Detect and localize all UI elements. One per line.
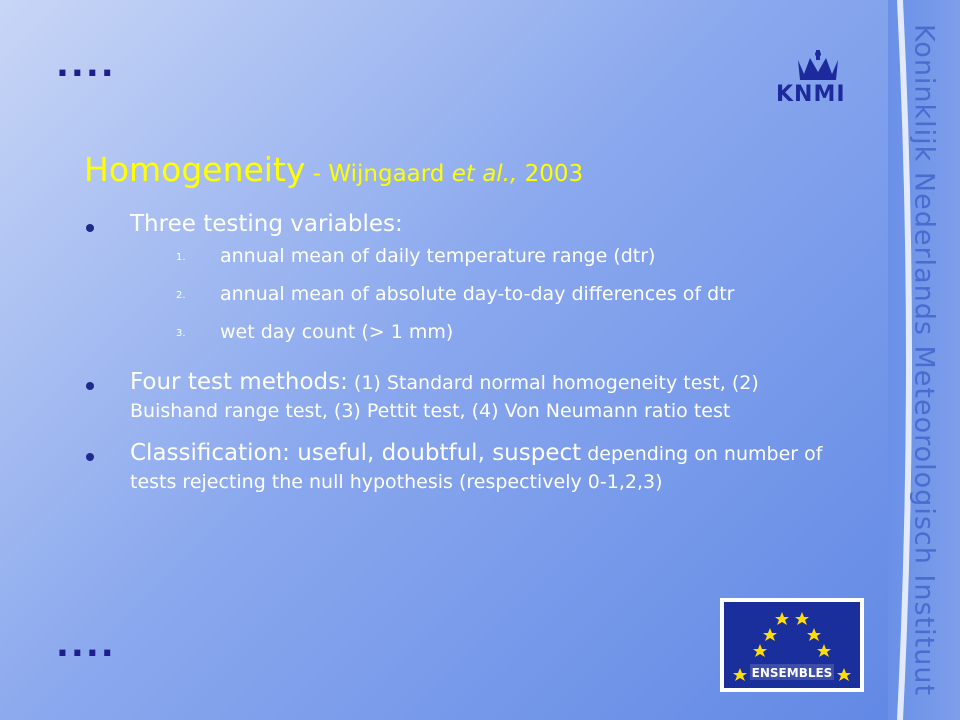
sub-item: [130, 242, 824, 280]
bullet-head: Three testing variables:: [130, 211, 403, 237]
title-year: 2003: [517, 161, 584, 187]
bullet-dot: [86, 224, 94, 232]
title-etal: et al.,: [451, 161, 518, 187]
knmi-logo-text: KNMI: [776, 82, 846, 107]
bullet-head: Four test methods:: [130, 369, 348, 395]
dots-bottom: ....: [56, 625, 116, 665]
sub-item: [130, 280, 824, 318]
title-main: Homogeneity: [84, 150, 306, 189]
bullet-head: Classification:: [130, 440, 290, 466]
ensembles-logo: [720, 598, 864, 692]
sub-item: [130, 318, 824, 356]
bullet-dot: [86, 382, 94, 390]
bullet-classification: [84, 439, 824, 496]
content: [84, 210, 824, 506]
institute-name-vertical: Koninklijk Nederlands Meteorologisch Instituut: [908, 23, 940, 697]
sub-item-text: wet day count (> 1 mm): [220, 321, 454, 343]
sub-item-text: annual mean of daily temperature range (dtr): [220, 245, 656, 267]
sub-item-number: 1.: [176, 252, 186, 263]
bullet-testing-variables: [84, 210, 824, 356]
dots-top: ....: [56, 45, 116, 85]
bullet-body: (1) Standard normal homogeneity test, (2) Buishand range test, (3) Pettit test, (4) Von Neumann ratio test: [130, 372, 759, 422]
sub-item-text: annual mean of absolute day-to-day differences of dtr: [220, 283, 735, 305]
slide-title: [84, 150, 583, 189]
bullet-text: [130, 439, 824, 496]
title-author: - Wijngaard: [305, 161, 452, 187]
sub-item-number: 3.: [176, 328, 186, 339]
sub-list: [130, 242, 824, 356]
ensembles-label: ENSEMBLES: [751, 666, 833, 680]
bullet-emphasis: useful, doubtful, suspect: [289, 440, 582, 466]
bullet-test-methods: [84, 368, 824, 425]
bullet-body: depending on number of tests rejecting the null hypothesis (respectively 0-1,2,3): [130, 443, 823, 493]
sub-item-number: 2.: [176, 290, 186, 301]
bullet-dot: [86, 453, 94, 461]
bullet-text: [130, 368, 824, 425]
